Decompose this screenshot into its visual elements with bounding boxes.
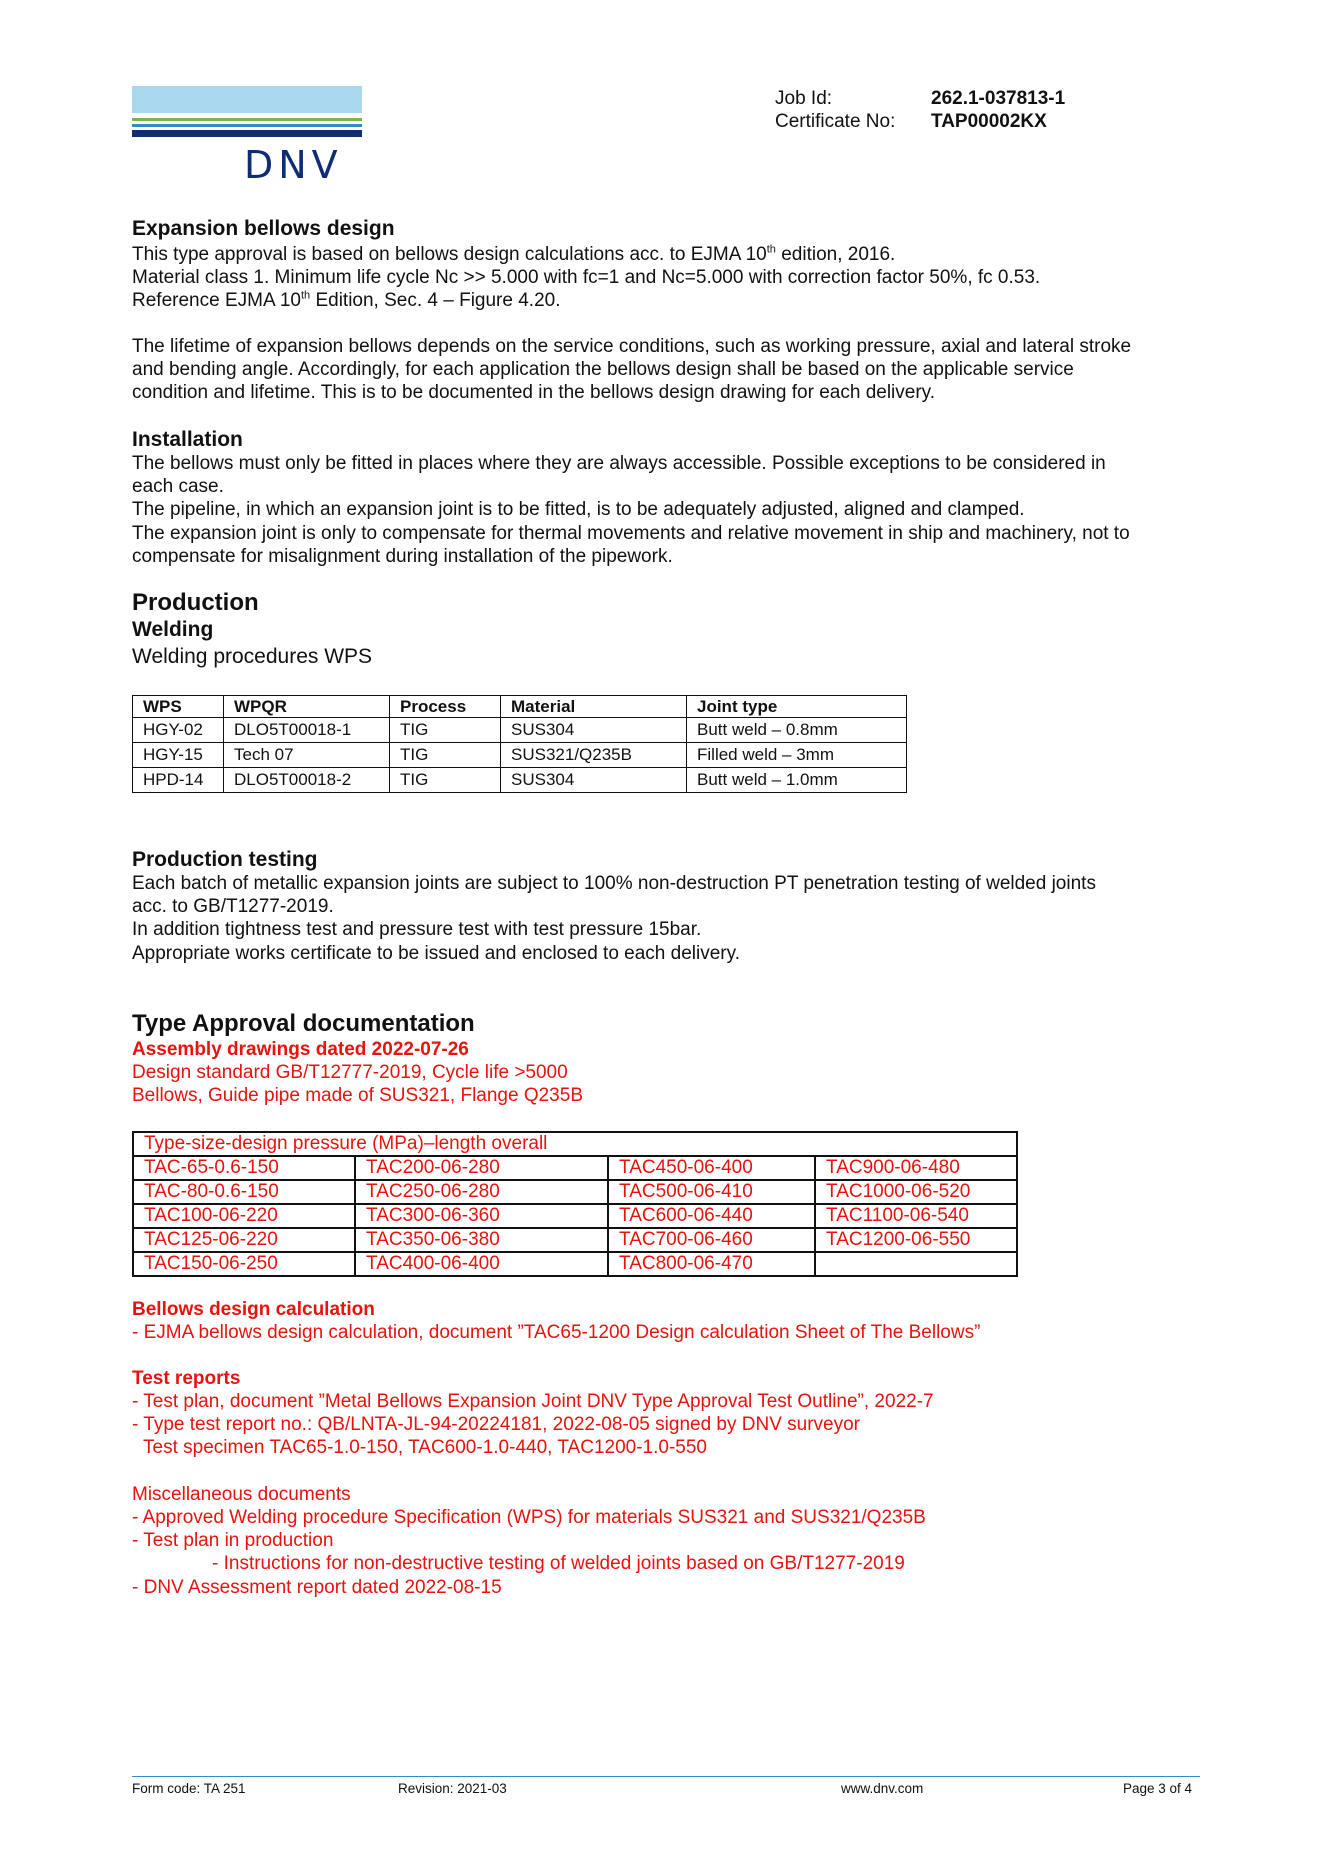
- table-row: HGY-15 Tech 07 TIG SUS321/Q235B Filled weld – 3mm: [133, 743, 907, 768]
- table-row: HPD-14 DLO5T00018-2 TIG SUS304 Butt weld – 1.0mm: [133, 768, 907, 793]
- bellows-calculation-title: Bellows design calculation: [132, 1299, 375, 1320]
- bellows-calculation-text: - EJMA bellows design calculation, document ”TAC65-1200 Design calculation Sheet of The Bellows”: [132, 1322, 981, 1343]
- misc-documents-text: - Approved Welding procedure Specification (WPS) for materials SUS321 and SUS321/Q235B - Test plan in production - Instructions for non-destructive testing of welded joints based on GB/T1277-2019 - DNV Assessment report dated 2022-08-15: [132, 1507, 926, 1598]
- footer-revision: Revision: 2021-03: [398, 1781, 507, 1796]
- table-row: TAC150-06-250 TAC400-06-400 TAC800-06-470: [133, 1252, 1017, 1276]
- footer-page-number: Page 3 of 4: [1123, 1781, 1193, 1796]
- test-reports-text: - Test plan, document ”Metal Bellows Expansion Joint DNV Type Approval Test Outline”, 2022-7 - Type test report no.: QB/LNTA-JL-94-20224181, 2022-08-05 signed by DNV surveyor Test specimen TAC65-1.0-150, TAC600-1.0-440, TAC1200-1.0-550: [132, 1391, 934, 1459]
- wpqr-col-header: WPQR: [224, 696, 390, 718]
- type-approval-documentation-title: Type Approval documentation: [132, 1010, 475, 1037]
- assembly-drawings-text: Design standard GB/T12777-2019, Cycle life >5000 Bellows, Guide pipe made of SUS321, Flange Q235B: [132, 1062, 583, 1107]
- material-col-header: Material: [501, 696, 687, 718]
- welding-subtitle: Welding procedures WPS: [132, 645, 373, 668]
- assembly-drawings-title: Assembly drawings dated 2022-07-26: [132, 1039, 469, 1060]
- installation-text: The bellows must only be fitted in places where they are always accessible. Possible exceptions to be considered in each case. The pipeline, in which an expansion joint is to be fitted, is to be adequately adjusted, aligned and clamped. The expansion joint is only to compensate for thermal movements and relative movement in ship and machinery, not to compensate for misalignment during installation of the pipework.: [132, 453, 1130, 567]
- production-testing-text: Each batch of metallic expansion joints are subject to 100% non-destruction PT penetration testing of welded joints acc. to GB/T1277-2019. In addition tightness test and pressure test with test pressure 15bar. Appropriate works certificate to be issued and enclosed to each delivery.: [132, 873, 1096, 964]
- logo-band-blue: [132, 124, 362, 127]
- wps-table-header: [133, 696, 907, 718]
- type-size-table-header: Type-size-design pressure (MPa)–length overall: [133, 1132, 1017, 1156]
- table-row: TAC-80-0.6-150 TAC250-06-280 TAC500-06-410 TAC1000-06-520: [133, 1180, 1017, 1204]
- job-id-label: Job Id:: [775, 88, 833, 109]
- welding-title: Welding: [132, 618, 214, 641]
- footer-form-code: Form code: TA 251: [132, 1781, 246, 1796]
- installation-title: Installation: [132, 428, 243, 451]
- process-col-header: Process: [390, 696, 501, 718]
- wps-col-header: WPS: [133, 696, 224, 718]
- bellows-line-3: Reference EJMA 10th Edition, Sec. 4 – Figure 4.20.: [132, 290, 561, 312]
- footer-divider: [132, 1776, 1200, 1777]
- logo-wordmark: DNV: [244, 143, 343, 187]
- certificate-no-label: Certificate No:: [775, 111, 896, 132]
- bellows-design-text: [132, 243, 1212, 313]
- table-row: TAC-65-0.6-150 TAC200-06-280 TAC450-06-400 TAC900-06-480: [133, 1156, 1017, 1180]
- misc-documents-title: Miscellaneous documents: [132, 1484, 351, 1505]
- logo-band-green: [132, 118, 362, 121]
- test-reports-title: Test reports: [132, 1368, 241, 1389]
- certificate-no-value: TAP00002KX: [931, 111, 1047, 132]
- logo-band-navy: [132, 130, 362, 137]
- logo-band-light-blue: [132, 86, 362, 113]
- production-title: Production: [132, 589, 259, 616]
- dnv-logo: [132, 84, 362, 186]
- job-id-value: 262.1-037813-1: [931, 88, 1066, 109]
- bellows-lifetime-paragraph: The lifetime of expansion bellows depends on the service conditions, such as working pressure, axial and lateral stroke and bending angle. Accordingly, for each application the bellows design shall be based on the applicable service condition and lifetime. This is to be documented in the bellows design drawing for each delivery.: [132, 336, 1132, 404]
- production-testing-title: Production testing: [132, 848, 318, 871]
- table-row: HGY-02 DLO5T00018-1 TIG SUS304 Butt weld – 0.8mm: [133, 718, 907, 743]
- bellows-line-2: Material class 1. Minimum life cycle Nc >> 5.000 with fc=1 and Nc=5.000 with correction factor 50%, fc 0.53.: [132, 267, 1041, 289]
- wps-table: [132, 695, 907, 793]
- footer-website-link[interactable]: www.dnv.com: [841, 1781, 924, 1796]
- table-row: TAC100-06-220 TAC300-06-360 TAC600-06-440 TAC1100-06-540: [133, 1204, 1017, 1228]
- bellows-line-1: This type approval is based on bellows design calculations acc. to EJMA 10th edition, 2016.: [132, 243, 896, 265]
- joint-type-col-header: Joint type: [687, 696, 907, 718]
- bellows-design-title: Expansion bellows design: [132, 217, 395, 240]
- table-row: TAC125-06-220 TAC350-06-380 TAC700-06-460 TAC1200-06-550: [133, 1228, 1017, 1252]
- type-size-table: [132, 1131, 1018, 1277]
